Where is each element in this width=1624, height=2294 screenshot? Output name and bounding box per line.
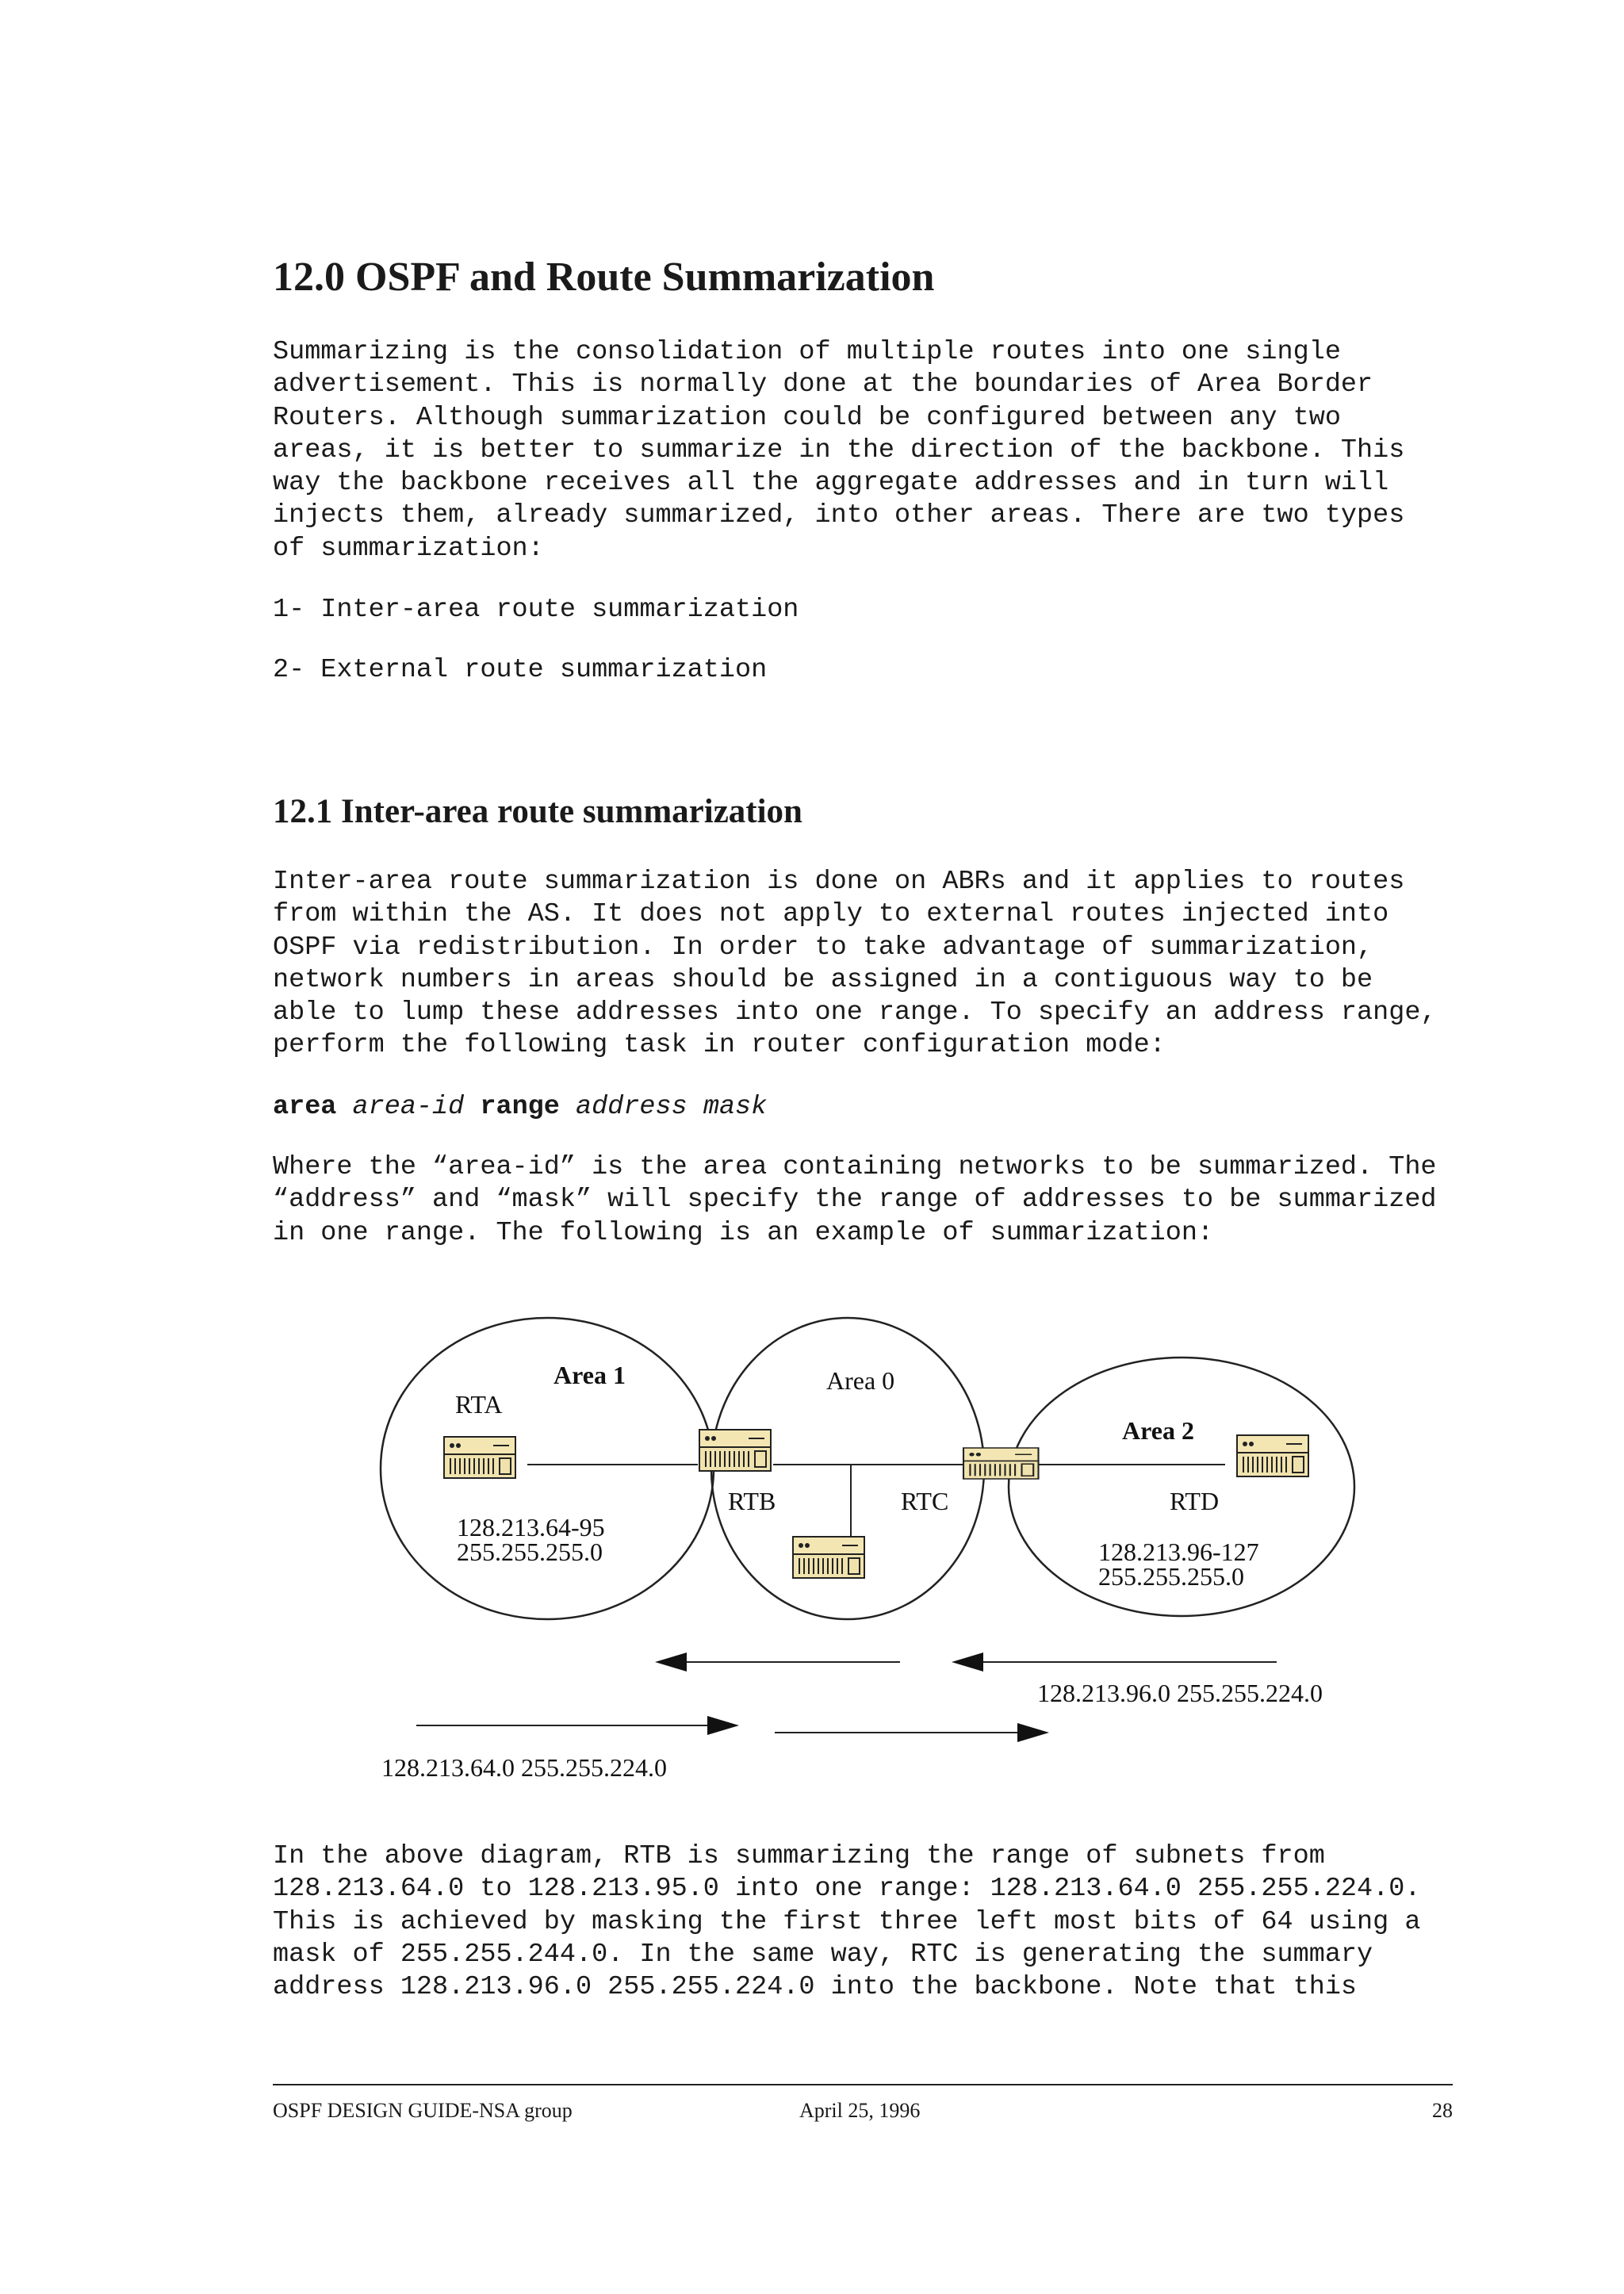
rtc-label: RTC [901,1487,949,1515]
area1-boundary [381,1318,714,1619]
command-arg-address-mask: address mask [576,1092,768,1122]
area0-label: Area 0 [826,1366,895,1395]
command-keyword-range: range [480,1092,560,1122]
arrow-rtc-toward-backbone [952,1653,1277,1672]
rta-label: RTA [455,1390,503,1419]
rtc-router-icon [963,1448,1039,1479]
summarization-diagram [0,1308,1624,1800]
arrow-backbone-toward-area2 [775,1723,1049,1742]
rtd-label: RTD [1170,1487,1220,1515]
summary-rtb-label: 128.213.64.0 255.255.224.0 [381,1753,667,1782]
backbone-router-icon [793,1537,864,1578]
area2-range: 128.213.96-127 [1098,1538,1259,1566]
footer-date: April 25, 1996 [799,2099,921,2122]
inter-area-paragraph: Inter-area route summarization is done on ABRs and it applies to routes from within the AS. It does not apply to external routes injected into OSPF via redistribution. In order to take advantage of summarization, network numbers in areas should be assigned in a contiguous way to be able to lump these addresses into one range. To specify an address range, perform the following task in router configuration mode: [273,867,1437,1061]
diagram-explanation-paragraph: In the above diagram, RTB is summarizing the range of subnets from 128.213.64.0 to 128.213.95.0 into one range: 128.213.64.0 255.255.224.0. This is achieved by masking the first three left most bits of 64 using a mask of 255.255.244.0. In the same way, RTC is generating the summary address 128.213.96.0 255.255.224.0 into the backbone. Note that this [273,1841,1421,2003]
command-explanation-paragraph: Where the “area-id” is the area containing networks to be summarized. The “address” and “mask” will specify the range of addresses to be summarized in one range. The following is an example of summarization: [273,1152,1437,1248]
footer-divider [273,2084,1453,2085]
area1-range: 128.213.64-95 [457,1513,605,1541]
area1-mask: 255.255.255.0 [457,1538,603,1566]
page-number: 28 [1432,2099,1453,2122]
section-title: 12.0 OSPF and Route Summarization [273,255,935,300]
area2-label: Area 2 [1122,1416,1194,1445]
footer-title: OSPF DESIGN GUIDE-NSA group [273,2099,573,2122]
command-arg-area-id: area-id [352,1092,465,1122]
rtb-router-icon [699,1430,771,1471]
area1-label: Area 1 [553,1361,626,1389]
arrow-area1-toward-backbone [416,1716,739,1735]
rta-router-icon [444,1437,515,1478]
summary-rtc-label: 128.213.96.0 255.255.224.0 [1037,1679,1323,1707]
area2-mask: 255.255.255.0 [1098,1562,1244,1591]
rtd-router-icon [1237,1435,1308,1476]
command-syntax [273,1091,767,1124]
subsection-title: 12.1 Inter-area route summarization [273,793,802,830]
rtb-label: RTB [728,1487,776,1515]
summarization-type-2: 2- External route summarization [273,655,768,685]
intro-paragraph: Summarizing is the consolidation of multiple routes into one single advertisement. This is normally done at the boundaries of Area Border Routers. Although summarization could be configured between any two areas, it is better to summarize in the direction of the backbone. This way the backbone receives all the aggregate addresses and in turn will injects them, already summarized, into other areas. There are two types of summarization: [273,337,1405,564]
command-keyword-area: area [273,1092,337,1122]
arrow-rtb-toward-area1 [655,1653,900,1672]
summarization-type-1: 1- Inter-area route summarization [273,595,799,625]
